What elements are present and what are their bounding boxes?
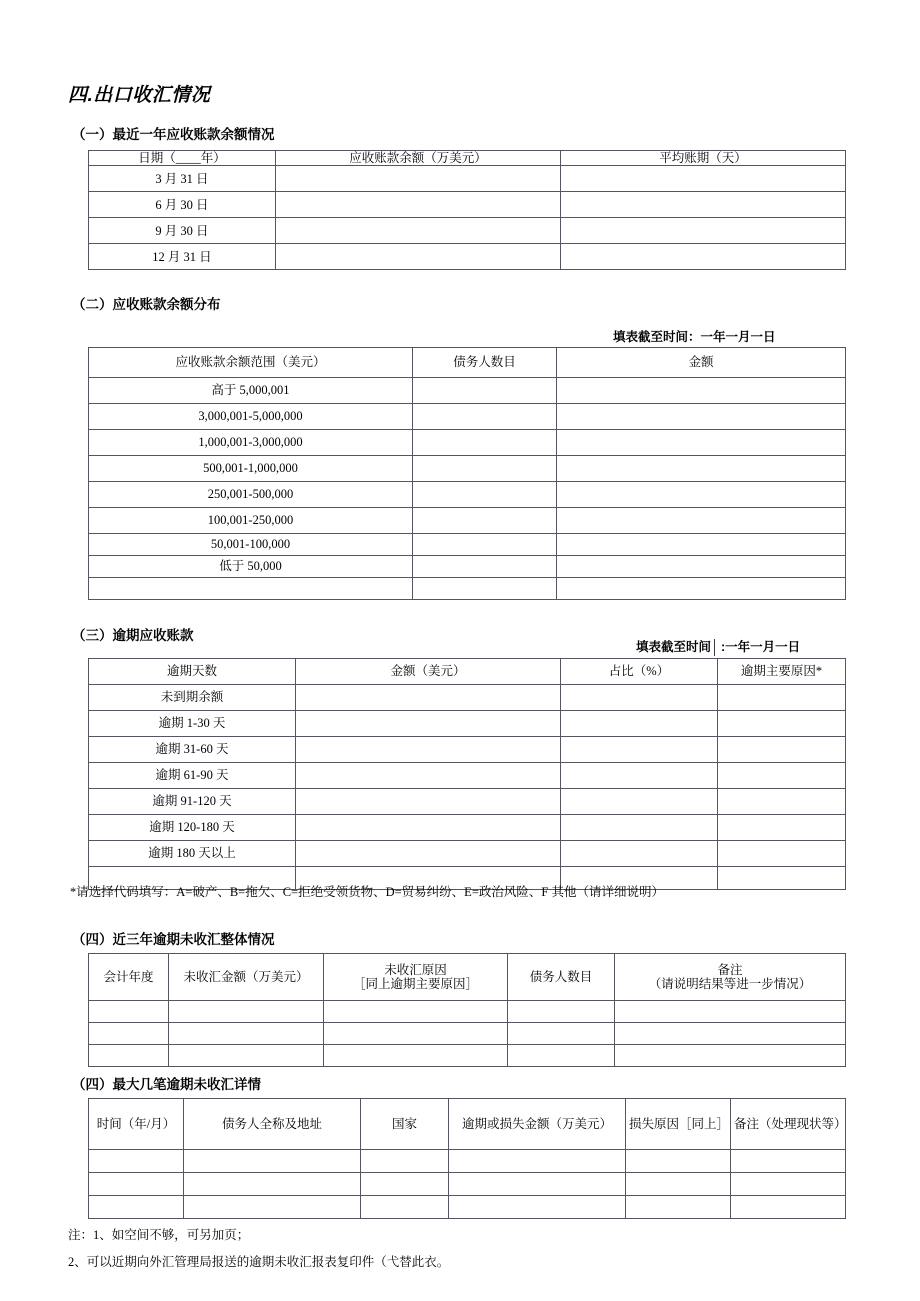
table-row — [89, 711, 846, 737]
cell-amount[interactable] — [296, 763, 561, 789]
cell-amount[interactable] — [557, 378, 846, 404]
cell-debtor-count[interactable] — [508, 1001, 615, 1023]
cell-debtor-name-address[interactable] — [184, 1173, 361, 1196]
cell-debtor-count[interactable] — [413, 404, 557, 430]
cell-uncollected-amount[interactable] — [169, 1023, 324, 1045]
row-label: 逾期 1-30 天 — [89, 711, 296, 737]
row-label: 1,000,001-3,000,000 — [89, 430, 413, 456]
table-row — [89, 789, 846, 815]
section-2-heading: （二）应收账款余额分布 — [72, 297, 221, 312]
cell-amount[interactable] — [557, 404, 846, 430]
table-row — [89, 815, 846, 841]
table-row — [89, 456, 846, 482]
column-header-debtor-name-address: 债务人全称及地址 — [184, 1099, 361, 1150]
cell-loss-reason[interactable] — [626, 1196, 731, 1219]
section-2-asof-note: 填表截至时间：一年一月一日 — [613, 330, 776, 344]
cell-ratio[interactable] — [561, 789, 718, 815]
row-label: 逾期 180 天以上 — [89, 841, 296, 867]
column-header-fiscal-year: 会计年度 — [89, 954, 169, 1001]
row-label: 250,001-500,000 — [89, 482, 413, 508]
cell-amount[interactable] — [296, 711, 561, 737]
row-label: 逾期 31-60 天 — [89, 737, 296, 763]
table-row — [89, 578, 846, 600]
cell-debtor-count[interactable] — [413, 508, 557, 534]
cell-remark[interactable] — [731, 1173, 846, 1196]
cell-ratio[interactable] — [561, 711, 718, 737]
table-row — [89, 1045, 846, 1067]
column-header-debtor-count: 债务人数目 — [508, 954, 615, 1001]
column-header-remark: 备注（处理现状等） — [731, 1099, 846, 1150]
cell-balance[interactable] — [276, 244, 561, 270]
cell-overdue-loss-amount[interactable] — [449, 1173, 626, 1196]
header-line-bottom: （请说明结果等进一步情况） — [648, 977, 812, 991]
column-header-overdue-days: 逾期天数 — [89, 659, 296, 685]
table-three-year-overdue — [88, 953, 846, 1067]
section-1-heading: （一）最近一年应收账款余额情况 — [72, 127, 275, 142]
column-header-loss-reason: 损失原因［同上］ — [626, 1099, 731, 1150]
cell-balance[interactable] — [276, 166, 561, 192]
row-label: 9 月 30 日 — [89, 218, 276, 244]
table-row — [89, 404, 846, 430]
cell-amount[interactable] — [557, 556, 846, 578]
cell-avg-term[interactable] — [561, 166, 846, 192]
header-line-bottom: ［同上逾期主要原因］ — [352, 977, 478, 991]
cell-uncollected-reason[interactable] — [324, 1001, 508, 1023]
section-3-asof-note — [636, 639, 800, 656]
table-row — [89, 556, 846, 578]
cell-amount[interactable] — [296, 685, 561, 711]
row-label: 3 月 31 日 — [89, 166, 276, 192]
asof-value: :一年一月一日 — [721, 640, 801, 654]
row-label: 50,001-100,000 — [89, 534, 413, 556]
cell-loss-reason[interactable] — [626, 1173, 731, 1196]
cell-uncollected-amount[interactable] — [169, 1001, 324, 1023]
cell-reason[interactable] — [718, 763, 846, 789]
column-header-amount: 金额 — [557, 348, 846, 378]
table-row — [89, 378, 846, 404]
column-header-debtor-count: 债务人数目 — [413, 348, 557, 378]
cell-debtor-count[interactable] — [508, 1023, 615, 1045]
cell-time[interactable] — [89, 1150, 184, 1173]
cell-debtor-count[interactable] — [413, 534, 557, 556]
cell-time[interactable] — [89, 1173, 184, 1196]
cell-reason[interactable] — [718, 789, 846, 815]
cell-ratio[interactable] — [561, 763, 718, 789]
cell-amount[interactable] — [296, 841, 561, 867]
row-label: 500,001-1,000,000 — [89, 456, 413, 482]
row-label: 低于 50,000 — [89, 556, 413, 578]
cell-fiscal-year[interactable] — [89, 1001, 169, 1023]
cell-amount[interactable] — [557, 456, 846, 482]
table-row — [89, 218, 846, 244]
cell-debtor-count[interactable] — [413, 556, 557, 578]
column-header-balance: 应收账款余额（万美元） — [276, 151, 561, 166]
asof-label: 填表截至时间 — [636, 639, 715, 656]
cell-uncollected-reason[interactable] — [324, 1045, 508, 1067]
cell-amount[interactable] — [557, 430, 846, 456]
cell-time[interactable] — [89, 1196, 184, 1219]
header-line-top: 未收汇原因 — [384, 962, 447, 977]
cell-ratio[interactable] — [561, 737, 718, 763]
cell-reason[interactable] — [718, 815, 846, 841]
row-label: 未到期余额 — [89, 685, 296, 711]
table-row — [89, 737, 846, 763]
cell-balance[interactable] — [276, 192, 561, 218]
table-header-row — [89, 954, 846, 1001]
cell-amount[interactable] — [557, 508, 846, 534]
cell-avg-term[interactable] — [561, 192, 846, 218]
table-row — [89, 1023, 846, 1045]
cell-amount[interactable] — [557, 578, 846, 600]
table-header-row — [89, 659, 846, 685]
table-row — [89, 763, 846, 789]
cell-reason[interactable] — [718, 685, 846, 711]
cell-country[interactable] — [361, 1173, 449, 1196]
column-header-uncollected-reason — [324, 954, 508, 1001]
cell-reason[interactable] — [718, 841, 846, 867]
cell-remark[interactable] — [731, 1196, 846, 1219]
cell-uncollected-reason[interactable] — [324, 1023, 508, 1045]
table-row — [89, 166, 846, 192]
section-3-footnote: *请选择代码填写：A=破产、B=拖欠、C=拒绝受领货物、D=贸易纠纷、E=政治风险、F 其他（请详细说明） — [70, 885, 664, 899]
cell-debtor-count[interactable] — [413, 456, 557, 482]
row-label: 3,000,001-5,000,000 — [89, 404, 413, 430]
cell-remark[interactable] — [731, 1150, 846, 1173]
cell-fiscal-year[interactable] — [89, 1023, 169, 1045]
footnote-line-1: 注：1、如空间不够，可另加页； — [68, 1228, 250, 1242]
row-label: 12 月 31 日 — [89, 244, 276, 270]
table-row — [89, 841, 846, 867]
cell-remark[interactable] — [615, 1045, 846, 1067]
cell-debtor-count[interactable] — [413, 578, 557, 600]
table-row — [89, 244, 846, 270]
table-row — [89, 508, 846, 534]
cell-amount[interactable] — [557, 482, 846, 508]
table-receivable-balance — [88, 150, 846, 270]
table-header-row — [89, 1099, 846, 1150]
table-row — [89, 482, 846, 508]
cell-debtor-name-address[interactable] — [184, 1196, 361, 1219]
row-label[interactable] — [89, 578, 413, 600]
table-row — [89, 685, 846, 711]
cell-ratio[interactable] — [561, 685, 718, 711]
page-title: 四.出口收汇情况 — [68, 85, 211, 106]
column-header-range: 应收账款余额范围（美元） — [89, 348, 413, 378]
table-row — [89, 1001, 846, 1023]
section-3-heading: （三）逾期应收账款 — [72, 628, 194, 643]
row-label: 逾期 120-180 天 — [89, 815, 296, 841]
cell-reason[interactable] — [718, 711, 846, 737]
column-header-country: 国家 — [361, 1099, 449, 1150]
column-header-time: 时间（年/月） — [89, 1099, 184, 1150]
column-header-date: 日期（____年） — [89, 151, 276, 166]
table-balance-distribution — [88, 347, 846, 600]
table-overdue-receivables — [88, 658, 846, 890]
column-header-overdue-loss-amount: 逾期或损失金额（万美元） — [449, 1099, 626, 1150]
cell-reason[interactable] — [718, 737, 846, 763]
row-label: 逾期 61-90 天 — [89, 763, 296, 789]
cell-amount[interactable] — [296, 737, 561, 763]
cell-loss-reason[interactable] — [626, 1150, 731, 1173]
cell-debtor-count[interactable] — [413, 430, 557, 456]
cell-ratio[interactable] — [561, 815, 718, 841]
cell-debtor-name-address[interactable] — [184, 1150, 361, 1173]
table-row — [89, 1196, 846, 1219]
column-header-reason: 逾期主要原因* — [718, 659, 846, 685]
table-largest-overdue-details — [88, 1098, 846, 1219]
cell-debtor-count[interactable] — [508, 1045, 615, 1067]
cell-overdue-loss-amount[interactable] — [449, 1150, 626, 1173]
footnote-line-2: 2、可以近期向外汇管理局报送的逾期未收汇报表复印件（弋替此衣。 — [68, 1255, 450, 1269]
cell-debtor-count[interactable] — [413, 378, 557, 404]
cell-fiscal-year[interactable] — [89, 1045, 169, 1067]
table-row — [89, 430, 846, 456]
column-header-remark — [615, 954, 846, 1001]
column-header-avg-term: 平均账期（天） — [561, 151, 846, 166]
cell-balance[interactable] — [276, 218, 561, 244]
header-line-top: 备注 — [717, 962, 743, 977]
cell-remark[interactable] — [615, 1023, 846, 1045]
cell-overdue-loss-amount[interactable] — [449, 1196, 626, 1219]
cell-remark[interactable] — [615, 1001, 846, 1023]
table-header-row — [89, 348, 846, 378]
row-label: 100,001-250,000 — [89, 508, 413, 534]
table-header-row — [89, 151, 846, 166]
cell-avg-term[interactable] — [561, 244, 846, 270]
cell-debtor-count[interactable] — [413, 482, 557, 508]
cell-amount[interactable] — [557, 534, 846, 556]
row-label: 逾期 91-120 天 — [89, 789, 296, 815]
table-row — [89, 1173, 846, 1196]
section-4-heading: （四）近三年逾期未收汇整体情况 — [72, 932, 275, 947]
cell-ratio[interactable] — [561, 841, 718, 867]
column-header-amount: 金额（美元） — [296, 659, 561, 685]
column-header-ratio: 占比（%） — [561, 659, 718, 685]
cell-avg-term[interactable] — [561, 218, 846, 244]
cell-reason[interactable] — [718, 867, 846, 890]
section-5-heading: （四）最大几笔逾期未收汇详情 — [72, 1077, 261, 1092]
row-label: 高于 5,000,001 — [89, 378, 413, 404]
table-row — [89, 192, 846, 218]
table-row — [89, 1150, 846, 1173]
row-label: 6 月 30 日 — [89, 192, 276, 218]
cell-uncollected-amount[interactable] — [169, 1045, 324, 1067]
cell-amount[interactable] — [296, 815, 561, 841]
cell-amount[interactable] — [296, 789, 561, 815]
cell-country[interactable] — [361, 1196, 449, 1219]
table-row — [89, 534, 846, 556]
cell-country[interactable] — [361, 1150, 449, 1173]
column-header-uncollected-amount: 未收汇金额（万美元） — [169, 954, 324, 1001]
